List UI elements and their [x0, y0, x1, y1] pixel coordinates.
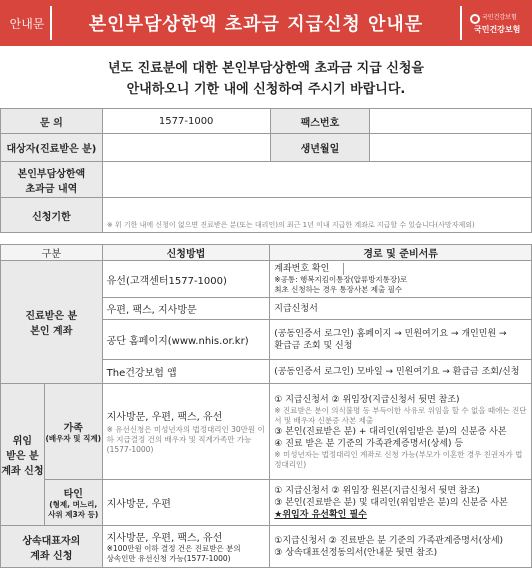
route-phone: 계좌번호 확인 ※공통: 행복지킴이통장(압류방지통장)로 최초 신청하는 경우 통장사본 제출 필수 — [270, 261, 532, 298]
inquiry-value: 1577-1000 — [102, 109, 270, 134]
logo-name: 국민건강보험 — [474, 25, 521, 34]
route-website: (공동인증서 로그인) 홈페이지 → 민원여기요 → 개인민원 → 환급금 조회 및 신청 — [270, 320, 532, 360]
other-method: 지사방문, 우편 — [102, 480, 270, 526]
fax-label: 팩스번호 — [270, 109, 370, 134]
family-method: 지사방문, 우편, 팩스, 유선 ※ 유선신청은 미성년자의 법정대리인 30만원 이하 지급결정 건의 배우자 및 직계가족만 가능(1577-1000) — [102, 384, 270, 480]
family-docs: ① 지급신청서 ② 위임장(지급신청서 뒷면 참조) ※ 진료받은 분이 의식불명 등 부득이한 사유로 위임을 할 수 없을 때에는 진단서 및 배우자 신분증 사본 제출 ③ 본인(진료받은 분) + 대리인(위임받은 분)의 신분증 사본 ④ 진료 받은 분 기준의 가족관계증명서(상세) 등 ※ 미성년자는 법정대리인 계좌로 신청 가능(부모가 이혼한 경우 친권자가 법정대리인) — [270, 384, 532, 480]
logo-icon — [470, 14, 480, 24]
target-value — [102, 134, 270, 162]
route-app: (공동인증서 로그인) 모바일 → 민원여기요 → 환급금 조회/신청 — [270, 360, 532, 384]
heir-account-label: 상속대표자의 계좌 신청 — [1, 526, 103, 568]
logo-small-text: 국민건강보험 — [482, 14, 517, 21]
other-label: 타인 (형제, 며느리, 사위 제3자 등) — [44, 480, 102, 526]
other-docs: ① 지급신청서 ② 위임장 원본(지급신청서 뒷면 참조) ③ 본인(진료받은 분) 및 대리인(위임받은 분)의 신분증 사본 ★위임자 유선확인 필수 — [270, 480, 532, 526]
method-mail: 우편, 팩스, 지사방문 — [102, 298, 270, 320]
patient-account-label: 진료받은 분 본인 계좌 — [1, 261, 103, 384]
birth-label: 생년월일 — [270, 134, 370, 162]
method-app: The건강보험 앱 — [102, 360, 270, 384]
heir-docs: ①지급신청서 ② 진료받은 분 기준의 가족관계증명서(상세) ③ 상속대표선정동의서(안내문 뒷면 참조) — [270, 526, 532, 568]
intro-line-2: 안내하오니 기한 내에 신청하여 주시기 바랍니다. — [126, 82, 406, 97]
method-phone: 유선(고객센터1577-1000) — [102, 261, 270, 298]
deadline-label: 신청기한 — [1, 198, 103, 233]
intro-text — [0, 58, 532, 100]
col-header-method: 신청방법 — [102, 245, 270, 261]
fax-value — [370, 109, 532, 134]
target-label: 대상자(진료받은 분) — [1, 134, 103, 162]
page-title: 본인부담상한액 초과금 지급신청 안내문 — [88, 14, 424, 35]
info-table — [0, 108, 532, 233]
proxy-account-label: 위임 받은 분 계좌 신청 — [1, 384, 45, 526]
excess-value — [102, 162, 531, 198]
birth-value — [370, 134, 532, 162]
method-website: 공단 홈페이지(www.nhis.or.kr) — [102, 320, 270, 360]
heir-method: 지사방문, 우편, 팩스, 유선 ※100만원 이하 결정 건은 진료받은 분의 상속인만 유선신청 가능(1577-1000) — [102, 526, 270, 568]
route-mail: 지급신청서 — [270, 298, 532, 320]
header-banner — [0, 0, 532, 46]
common-docs-note: ※공통: 행복지킴이통장(압류방지통장)로 최초 신청하는 경우 통장사본 제출 필수 — [274, 275, 408, 294]
method-table — [0, 244, 532, 568]
col-header-route: 경로 및 준비서류 — [270, 245, 532, 261]
deadline-note: ※ 위 기한 내에 신청이 없으면 진료받은 분(또는 대리인)의 최근 1년 이내 지급한 계좌로 지급할 수 있습니다(사망자제외) — [102, 198, 531, 233]
intro-line-1: 년도 진료분에 대한 본인부담상한액 초과금 지급 신청을 — [108, 61, 424, 76]
inquiry-label: 문 의 — [1, 109, 103, 134]
col-header-category: 구분 — [1, 245, 103, 261]
notice-tag: 안내문 — [4, 6, 52, 40]
excess-label: 본인부담상한액 초과금 내역 — [1, 162, 103, 198]
nhis-logo — [460, 6, 528, 40]
family-label: 가족 (배우자 및 직계) — [44, 384, 102, 480]
